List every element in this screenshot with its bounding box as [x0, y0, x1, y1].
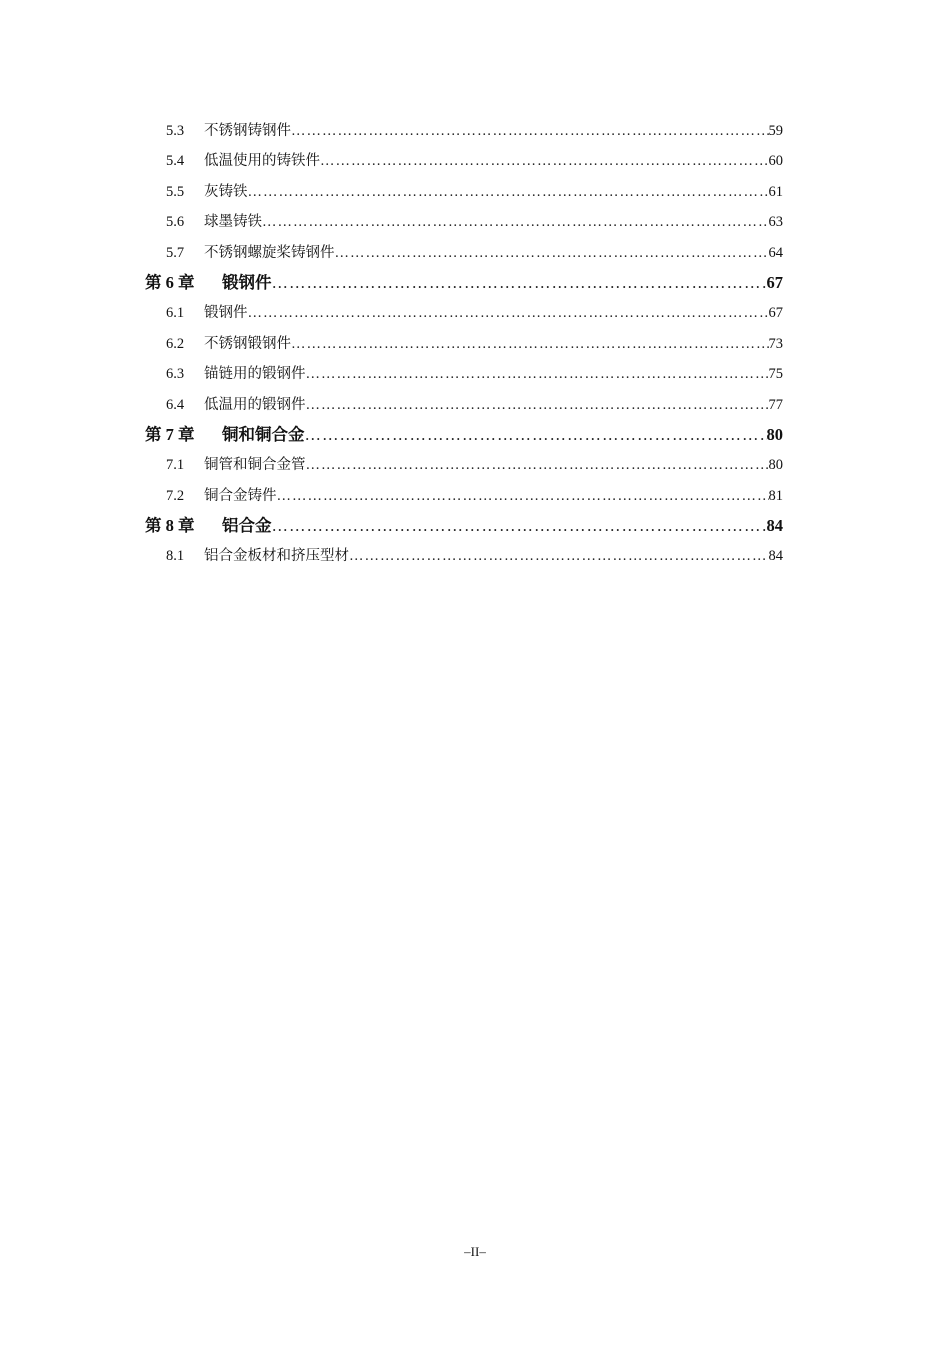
toc-entry-number: 7.2 [166, 487, 185, 504]
toc-entry-page: 77 [768, 396, 783, 413]
toc-chapter-page: 80 [766, 424, 783, 444]
toc-entry-number: 5.6 [166, 214, 185, 231]
toc-entry[interactable] [145, 146, 783, 176]
toc-leader-dots [262, 207, 769, 237]
toc-entry-title: 不锈钢铸钢件 [204, 123, 291, 139]
table-of-contents [145, 116, 783, 572]
toc-entry-title: 铝合金板材和挤压型材 [204, 548, 349, 565]
toc-leader-dots [277, 481, 769, 511]
toc-entry-page: 73 [768, 335, 783, 352]
toc-entry-number: 5.3 [166, 123, 185, 139]
toc-entry-title: 铜管和铜合金管 [204, 457, 306, 474]
toc-chapter-title: 锻钢件 [222, 272, 272, 292]
toc-entry-number: 7.1 [166, 457, 185, 474]
toc-entry-page: 67 [768, 305, 783, 322]
toc-entry-page: 84 [768, 548, 783, 565]
toc-entry[interactable] [145, 116, 783, 146]
toc-entry[interactable] [145, 390, 783, 420]
toc-entry-number: 5.5 [166, 183, 185, 200]
page-number-footer: –II– [464, 1244, 486, 1259]
toc-chapter-number: 第 8 章 [145, 516, 195, 536]
toc-entry-page: 80 [768, 457, 783, 474]
toc-leader-dots [291, 329, 769, 359]
toc-entry[interactable] [145, 207, 783, 237]
toc-entry-page: 81 [768, 487, 783, 504]
toc-entry[interactable] [145, 177, 783, 207]
toc-chapter-page: 67 [766, 272, 783, 292]
toc-entry-title: 铜合金铸件 [204, 487, 277, 504]
toc-entry-title: 低温用的锻钢件 [204, 396, 306, 413]
toc-entry-page: 60 [768, 153, 783, 170]
toc-chapter-number: 第 6 章 [145, 272, 195, 292]
toc-leader-dots [291, 116, 769, 146]
toc-leader-dots [248, 298, 769, 328]
toc-entry[interactable] [145, 298, 783, 328]
toc-leader-dots [306, 450, 769, 480]
toc-chapter-page: 84 [766, 516, 783, 536]
toc-entry-number: 6.1 [166, 305, 185, 322]
toc-entry-number: 6.3 [166, 366, 185, 383]
toc-entry-page: 63 [768, 214, 783, 231]
toc-entry-title: 低温使用的铸铁件 [204, 153, 320, 170]
toc-entry-page: 61 [768, 183, 783, 200]
toc-chapter-title: 铝合金 [222, 516, 272, 536]
toc-chapter-entry[interactable] [145, 511, 783, 541]
toc-entry-page: 75 [768, 366, 783, 383]
toc-entry[interactable] [145, 541, 783, 571]
toc-entry-title: 锻钢件 [204, 305, 248, 322]
toc-leader-dots [306, 359, 769, 389]
toc-entry[interactable] [145, 359, 783, 389]
toc-entry-title: 不锈钢锻钢件 [204, 335, 291, 352]
toc-entry-number: 5.7 [166, 244, 185, 261]
toc-chapter-title: 铜和铜合金 [222, 424, 305, 444]
toc-leader-dots [349, 541, 769, 571]
toc-chapter-entry[interactable] [145, 420, 783, 450]
toc-entry[interactable] [145, 450, 783, 480]
toc-entry-number: 8.1 [166, 548, 185, 565]
toc-entry-page: 64 [768, 244, 783, 261]
toc-entry-title: 锚链用的锻钢件 [204, 366, 306, 383]
toc-entry-number: 6.4 [166, 396, 185, 413]
toc-leader-dots [305, 420, 767, 450]
toc-entry-number: 6.2 [166, 335, 185, 352]
toc-leader-dots [272, 511, 767, 541]
toc-leader-dots [248, 177, 769, 207]
toc-entry-number: 5.4 [166, 153, 185, 170]
toc-leader-dots [272, 268, 767, 298]
toc-leader-dots [320, 146, 769, 176]
toc-leader-dots [335, 238, 769, 268]
toc-entry[interactable] [145, 481, 783, 511]
toc-entry-page: 59 [768, 123, 783, 139]
toc-entry[interactable] [145, 329, 783, 359]
toc-entry-title: 灰铸铁 [204, 183, 248, 200]
toc-entry-title: 球墨铸铁 [204, 214, 262, 231]
toc-entry-title: 不锈钢螺旋桨铸钢件 [204, 244, 335, 261]
toc-entry[interactable] [145, 238, 783, 268]
toc-leader-dots [306, 390, 769, 420]
toc-chapter-entry[interactable] [145, 268, 783, 298]
toc-chapter-number: 第 7 章 [145, 424, 195, 444]
